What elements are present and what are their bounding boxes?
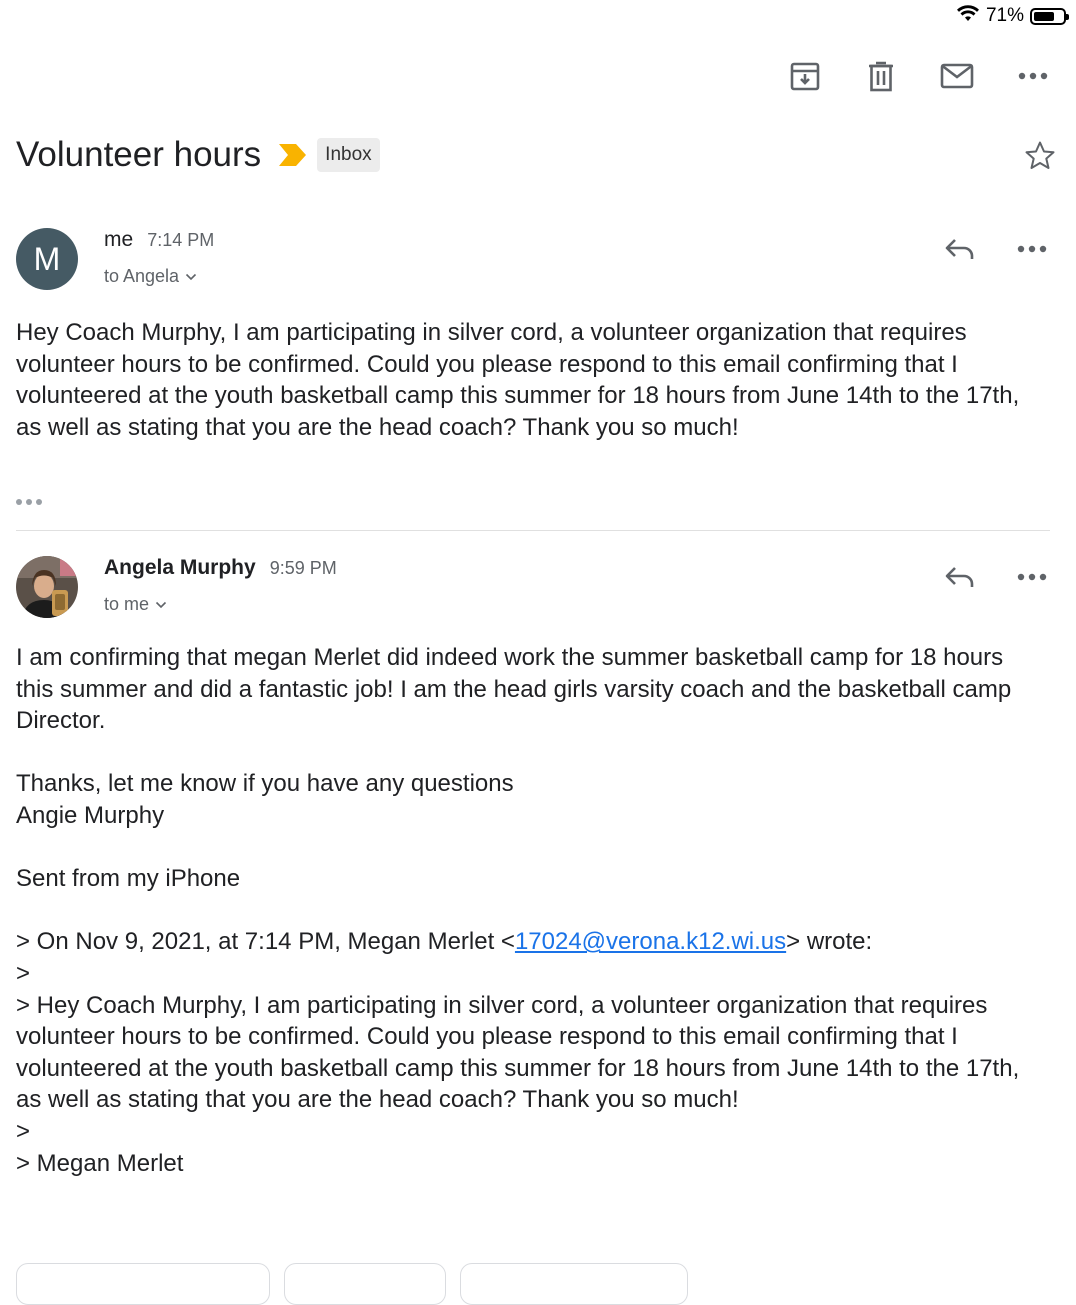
archive-icon [790,61,820,91]
reply-icon [944,565,976,589]
message-line: Director. [16,707,106,735]
message-actions [942,234,1050,264]
dot [16,499,22,505]
message-divider [16,530,1050,531]
message-header-2[interactable] [16,556,1050,626]
battery-percentage: 71% [985,5,1024,26]
sender-block [104,556,337,615]
quote-line: > [16,1117,31,1145]
status-bar [956,4,1066,28]
message-time: 7:14 PM [147,230,215,250]
quote-header [16,926,1032,958]
battery-icon [1030,8,1066,25]
battery-fill [1034,12,1054,21]
dot [36,499,42,505]
reply-icon [944,237,976,261]
more-icon [1018,72,1048,80]
message-paragraph: Hey Coach Murphy, I am participating in silver cord, a volunteer organization that requires volunteer hours to be confirmed. Could you please respond to this email confirming that I volunteered at the youth basketball camp this summer for 18 hours from June 14th to the 17th, as well as stating that you are the head coach? Thank you so much! [16,319,1020,441]
signature-name: Angie Murphy [16,801,165,829]
smart-reply-chips [16,1263,688,1305]
show-trimmed-content-button[interactable] [16,494,48,510]
message-actions [942,562,1050,592]
recipient-label: to me [104,594,150,614]
message-toolbar [784,56,1054,96]
mark-unread-icon [940,63,974,89]
chevron-down-icon [155,601,167,609]
star-icon[interactable] [1024,140,1056,177]
quote-intro: > On Nov 9, 2021, at 7:14 PM, Megan Merlet < [16,928,515,956]
quote-line: > Megan Merlet [16,1149,184,1177]
sender-name: Angela Murphy [104,556,256,579]
reply-button[interactable] [942,234,978,264]
more-options-button[interactable] [1012,56,1054,96]
message-body-2 [16,642,1032,1179]
message-header-1[interactable] [16,228,1050,298]
quote-intro-end: > wrote: [786,928,873,956]
message-time: 9:59 PM [269,558,337,578]
sender-block [104,228,214,287]
recipient-details-toggle[interactable] [104,266,214,287]
message-body-1 [16,317,1036,443]
smart-reply-chip[interactable] [284,1263,446,1305]
inbox-label-chip[interactable]: Inbox [317,138,379,172]
email-link[interactable]: 17024@verona.k12.wi.us [514,928,787,956]
dot [26,499,32,505]
avatar [16,556,78,618]
thread-subject: Volunteer hours [16,135,262,174]
chevron-down-icon [185,273,197,281]
message-more-button[interactable] [1014,234,1050,264]
message-more-button[interactable] [1014,562,1050,592]
sent-from-line: Sent from my iPhone [16,865,241,893]
message-paragraph: I am confirming that megan Merlet did indeed work the summer basketball camp for 18 hours this summer and did a fantastic job! I am the head girls varsity coach and the basketball camp [16,644,1012,703]
blank-line [16,832,1032,864]
delete-button[interactable] [860,56,902,96]
quote-line: > Hey Coach Murphy, I am participating in silver cord, a volunteer organization that requires volunteer hours to be confirmed. Could you please respond to this email confirming that I volunteered at the youth basketball camp this summer for 18 hours from June 14th to the 17th, as well as stating that you are the head coach? Thank you so much! [16,991,1020,1114]
reply-button[interactable] [942,562,978,592]
more-icon [1017,245,1047,253]
sender-name: me [104,228,134,251]
importance-marker-icon[interactable] [279,143,307,167]
quote-line: > [16,959,31,987]
blank-line [16,737,1032,769]
archive-button[interactable] [784,56,826,96]
more-icon [1017,573,1047,581]
trash-icon [867,60,895,92]
smart-reply-chip[interactable] [16,1263,270,1305]
smart-reply-chip[interactable] [460,1263,688,1305]
avatar: M [16,228,78,290]
mark-unread-button[interactable] [936,56,978,96]
blank-line [16,895,1032,927]
subject-row [16,130,1056,180]
recipient-label: to Angela [104,266,180,286]
wifi-icon [956,4,980,28]
recipient-details-toggle[interactable] [104,594,337,615]
message-line: Thanks, let me know if you have any questions [16,770,514,798]
